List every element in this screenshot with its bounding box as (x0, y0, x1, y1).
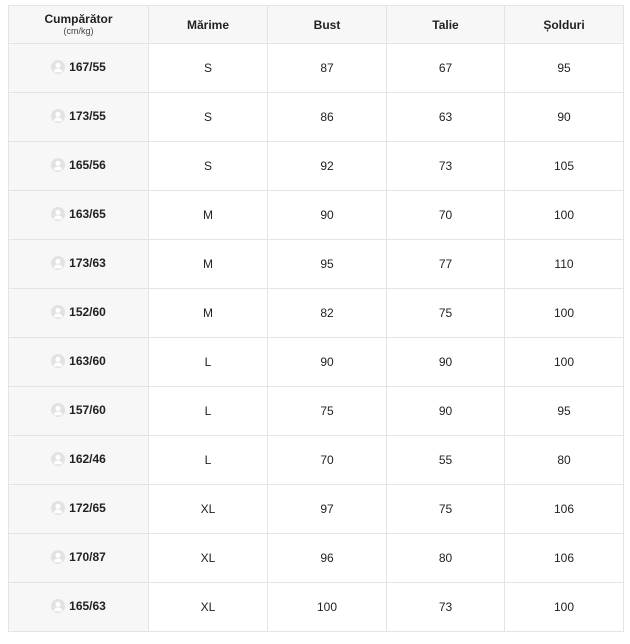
buyer-cell (9, 93, 149, 142)
buyer-info (51, 207, 106, 221)
table-row (9, 240, 624, 289)
user-avatar-icon (51, 256, 65, 270)
header-buyer-label: Cumpărător (44, 11, 113, 26)
waist-cell: 73 (387, 583, 505, 632)
buyer-measure: 170/87 (69, 549, 106, 564)
header-buyer-unit: (cm/kg) (63, 25, 94, 36)
header-size: Mărime (149, 6, 268, 44)
buyer-cell (9, 289, 149, 338)
header-row (9, 6, 624, 44)
user-avatar-icon (51, 60, 65, 74)
user-avatar-icon (51, 452, 65, 466)
buyer-info (51, 354, 106, 368)
bust-cell: 97 (268, 485, 387, 534)
hips-cell: 100 (505, 583, 624, 632)
size-cell: XL (149, 583, 268, 632)
buyer-cell (9, 534, 149, 583)
user-avatar-icon (51, 599, 65, 613)
user-avatar-icon (51, 403, 65, 417)
hips-cell: 110 (505, 240, 624, 289)
buyer-info (51, 60, 106, 74)
header-buyer (9, 6, 149, 44)
waist-cell: 75 (387, 485, 505, 534)
table-row (9, 485, 624, 534)
hips-cell: 80 (505, 436, 624, 485)
hips-cell: 90 (505, 93, 624, 142)
header-bust: Bust (268, 6, 387, 44)
buyer-info (51, 599, 106, 613)
size-table (8, 5, 624, 632)
size-cell: M (149, 289, 268, 338)
size-cell: XL (149, 485, 268, 534)
bust-cell: 90 (268, 338, 387, 387)
size-chart (8, 5, 624, 632)
buyer-measure: 172/65 (69, 500, 106, 515)
buyer-measure: 165/56 (69, 157, 106, 172)
waist-cell: 90 (387, 338, 505, 387)
buyer-cell (9, 44, 149, 93)
bust-cell: 92 (268, 142, 387, 191)
hips-cell: 95 (505, 387, 624, 436)
size-cell: M (149, 240, 268, 289)
size-cell: L (149, 338, 268, 387)
bust-cell: 100 (268, 583, 387, 632)
bust-cell: 90 (268, 191, 387, 240)
user-avatar-icon (51, 550, 65, 564)
table-row (9, 191, 624, 240)
bust-cell: 96 (268, 534, 387, 583)
hips-cell: 100 (505, 191, 624, 240)
buyer-measure: 173/55 (69, 108, 106, 123)
table-row (9, 93, 624, 142)
buyer-info (51, 403, 106, 417)
size-cell: S (149, 44, 268, 93)
waist-cell: 80 (387, 534, 505, 583)
waist-cell: 75 (387, 289, 505, 338)
table-row (9, 338, 624, 387)
user-avatar-icon (51, 305, 65, 319)
bust-cell: 75 (268, 387, 387, 436)
buyer-info (51, 452, 106, 466)
size-cell: L (149, 387, 268, 436)
user-avatar-icon (51, 109, 65, 123)
table-row (9, 387, 624, 436)
buyer-cell (9, 436, 149, 485)
buyer-measure: 163/65 (69, 206, 106, 221)
table-row (9, 44, 624, 93)
waist-cell: 55 (387, 436, 505, 485)
table-body (9, 44, 624, 632)
buyer-measure: 162/46 (69, 451, 106, 466)
buyer-info (51, 550, 106, 564)
hips-cell: 100 (505, 338, 624, 387)
size-cell: XL (149, 534, 268, 583)
waist-cell: 90 (387, 387, 505, 436)
table-row (9, 583, 624, 632)
user-avatar-icon (51, 207, 65, 221)
buyer-info (51, 256, 106, 270)
hips-cell: 106 (505, 485, 624, 534)
buyer-cell (9, 240, 149, 289)
hips-cell: 106 (505, 534, 624, 583)
table-row (9, 534, 624, 583)
hips-cell: 100 (505, 289, 624, 338)
table-row (9, 436, 624, 485)
buyer-cell (9, 338, 149, 387)
buyer-info (51, 305, 106, 319)
buyer-measure: 167/55 (69, 59, 106, 74)
hips-cell: 95 (505, 44, 624, 93)
buyer-info (51, 501, 106, 515)
waist-cell: 70 (387, 191, 505, 240)
waist-cell: 73 (387, 142, 505, 191)
header-waist: Talie (387, 6, 505, 44)
buyer-info (51, 158, 106, 172)
size-cell: L (149, 436, 268, 485)
table-header (9, 6, 624, 44)
bust-cell: 86 (268, 93, 387, 142)
size-cell: S (149, 142, 268, 191)
waist-cell: 77 (387, 240, 505, 289)
user-avatar-icon (51, 354, 65, 368)
buyer-measure: 152/60 (69, 304, 106, 319)
waist-cell: 67 (387, 44, 505, 93)
buyer-info (51, 109, 106, 123)
buyer-cell (9, 485, 149, 534)
table-row (9, 289, 624, 338)
bust-cell: 82 (268, 289, 387, 338)
buyer-cell (9, 191, 149, 240)
buyer-measure: 163/60 (69, 353, 106, 368)
buyer-cell (9, 583, 149, 632)
size-cell: M (149, 191, 268, 240)
buyer-measure: 165/63 (69, 598, 106, 613)
header-hips: Șolduri (505, 6, 624, 44)
user-avatar-icon (51, 501, 65, 515)
waist-cell: 63 (387, 93, 505, 142)
buyer-cell (9, 387, 149, 436)
user-avatar-icon (51, 158, 65, 172)
buyer-measure: 157/60 (69, 402, 106, 417)
buyer-measure: 173/63 (69, 255, 106, 270)
bust-cell: 70 (268, 436, 387, 485)
bust-cell: 95 (268, 240, 387, 289)
table-row (9, 142, 624, 191)
buyer-cell (9, 142, 149, 191)
size-cell: S (149, 93, 268, 142)
hips-cell: 105 (505, 142, 624, 191)
bust-cell: 87 (268, 44, 387, 93)
